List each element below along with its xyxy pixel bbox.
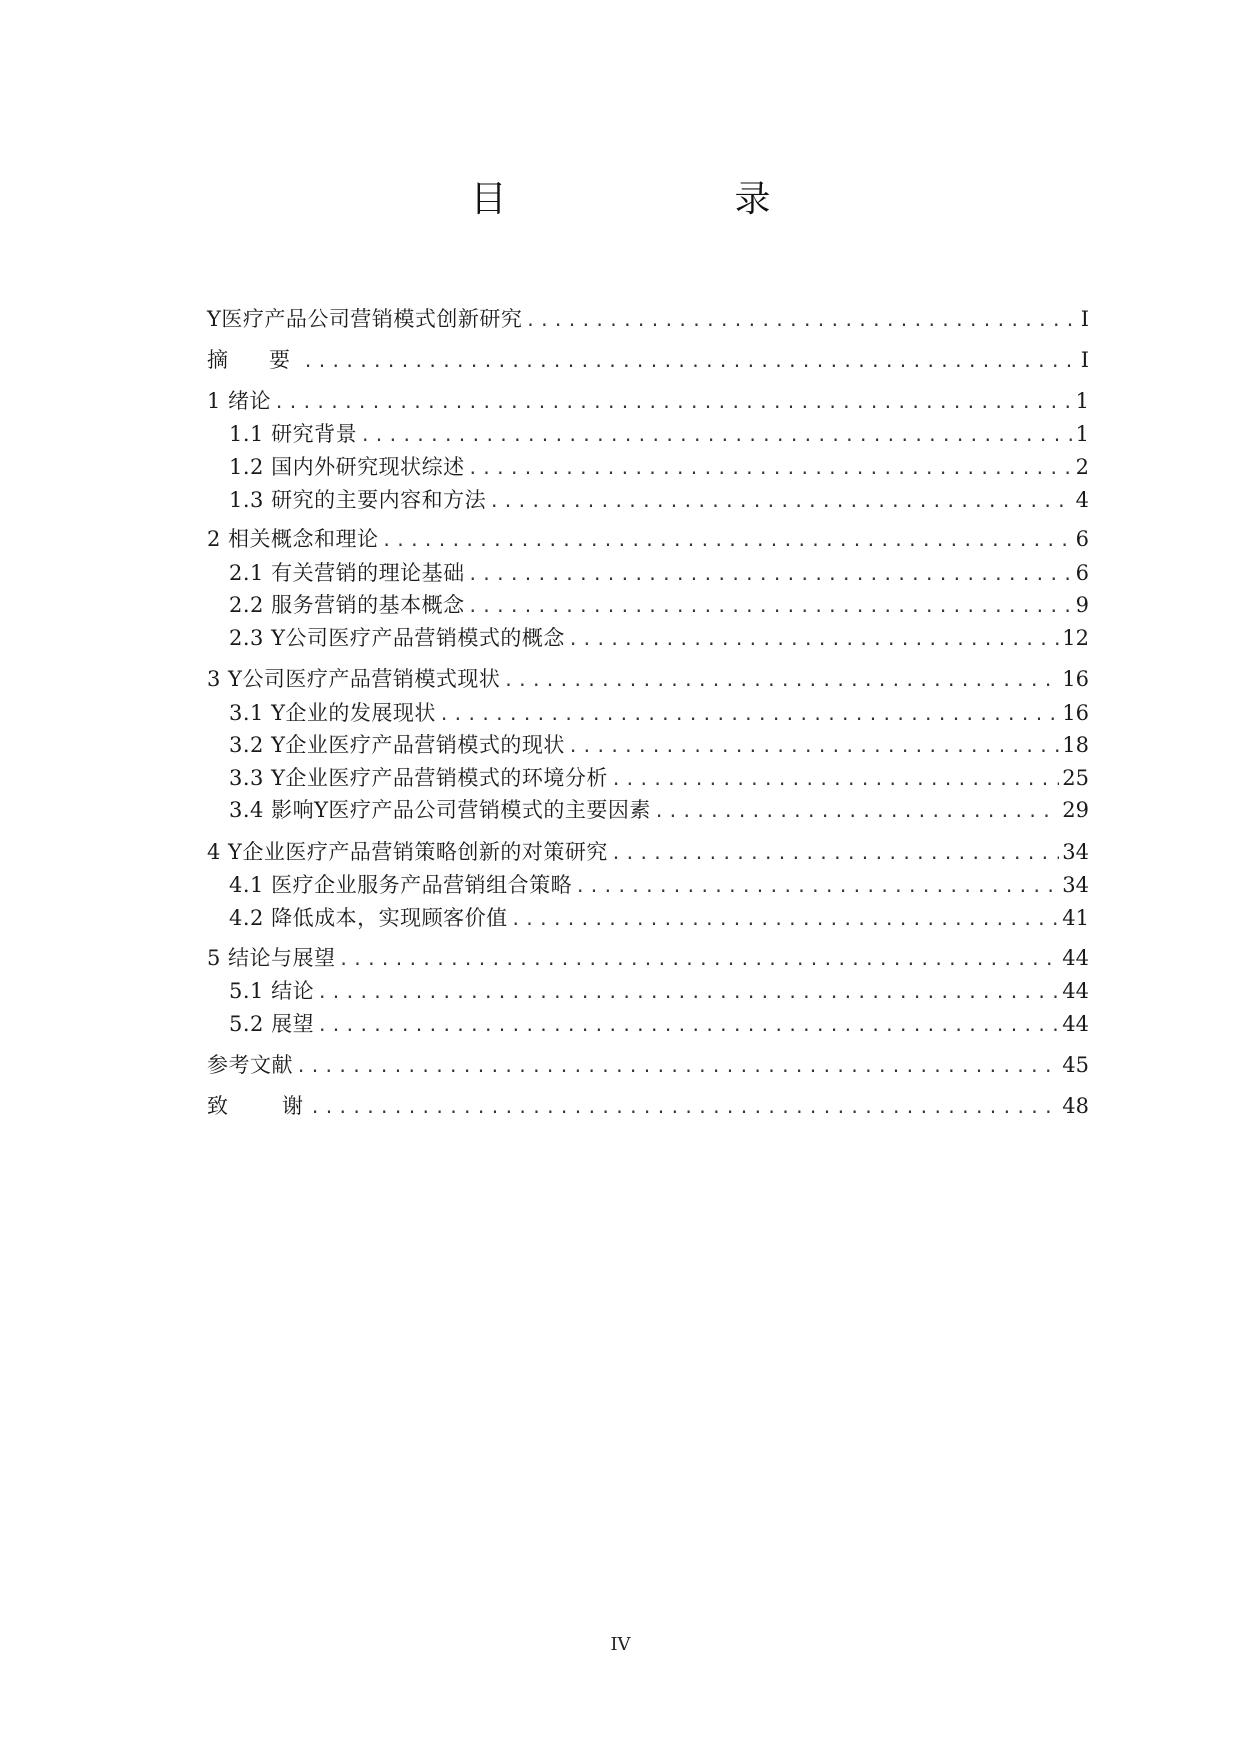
toc-entry-label: 5.2 展望 (229, 1012, 315, 1036)
toc-entry-page: 44 (1062, 979, 1089, 1003)
toc-entry-page: 2 (1075, 455, 1089, 479)
toc-entry[interactable] (229, 905, 1089, 931)
dot-leader (489, 489, 1073, 515)
toc-entry-label: 1.2 国内外研究现状综述 (229, 455, 465, 479)
toc-entry[interactable] (207, 839, 1089, 865)
toc-entry[interactable] (207, 945, 1089, 971)
toc-entry[interactable] (229, 978, 1089, 1004)
toc-entry[interactable] (229, 454, 1089, 480)
toc-entry[interactable] (229, 487, 1089, 513)
dot-leader (303, 349, 1078, 375)
toc-entry[interactable] (207, 388, 1089, 414)
toc-entry-page: 44 (1062, 1012, 1089, 1036)
toc-entry-page: 6 (1075, 561, 1089, 585)
dot-leader (317, 980, 1059, 1006)
toc-entry-label: 2.1 有关营销的理论基础 (229, 561, 465, 585)
dot-leader (468, 562, 1073, 588)
dot-leader (274, 390, 1073, 416)
toc-entry-label: 致 谢 (207, 1094, 307, 1118)
toc-entry[interactable] (229, 592, 1089, 618)
toc-entry-page: 16 (1062, 667, 1089, 691)
toc-entry-page: 1 (1075, 422, 1089, 446)
toc-entry-page: I (1080, 348, 1089, 372)
toc-entry-page: 45 (1062, 1053, 1089, 1077)
toc-entry[interactable] (229, 625, 1089, 651)
dot-leader (511, 907, 1060, 933)
dot-leader (439, 702, 1059, 728)
page-title: 目 录 (470, 179, 823, 220)
toc-entry-page: 29 (1062, 798, 1089, 822)
toc-entry-page: 4 (1075, 488, 1089, 512)
toc-entry-page: 9 (1075, 593, 1089, 617)
dot-leader (317, 1013, 1059, 1039)
toc-entry-label: 5 结论与展望 (207, 946, 336, 970)
dot-leader (654, 799, 1059, 825)
toc-entry[interactable] (207, 1093, 1089, 1119)
toc-entry-label: 2 相关概念和理论 (207, 527, 379, 551)
toc-entry-label: 4 Y企业医疗产品营销策略创新的对策研究 (207, 840, 608, 864)
toc-entry[interactable] (207, 666, 1089, 692)
dot-leader (296, 1054, 1059, 1080)
toc-entry-page: 48 (1062, 1094, 1089, 1118)
toc-entry-label: 5.1 结论 (229, 979, 315, 1003)
toc-entry-label: 2.2 服务营销的基本概念 (229, 593, 465, 617)
toc-entry-page: 16 (1062, 701, 1089, 725)
toc-entry-page: 34 (1062, 840, 1089, 864)
toc-entry-page: 1 (1075, 389, 1089, 413)
dot-leader (339, 947, 1060, 973)
dot-leader (525, 308, 1077, 334)
dot-leader (468, 456, 1073, 482)
toc-entry[interactable] (207, 306, 1089, 332)
toc-entry-label: 4.2 降低成本，实现顾客价值 (229, 906, 508, 930)
toc-entry[interactable] (229, 560, 1089, 586)
dot-leader (503, 668, 1059, 694)
toc-entry-page: 6 (1075, 527, 1089, 551)
page-number: IV (610, 1634, 631, 1655)
toc-entry-label: 1 绪论 (207, 389, 272, 413)
dot-leader (468, 594, 1073, 620)
toc-entry-label: 3.2 Y企业医疗产品营销模式的现状 (229, 733, 565, 757)
toc-entry-label: 参考文献 (207, 1053, 293, 1077)
dot-leader (360, 423, 1073, 449)
dot-leader (568, 627, 1059, 653)
dot-leader (611, 841, 1059, 867)
toc-entry[interactable] (207, 1052, 1089, 1078)
toc-entry-label: 3 Y公司医疗产品营销模式现状 (207, 667, 501, 691)
toc-entry-label: Y医疗产品公司营销模式创新研究 (207, 307, 523, 331)
toc-entry[interactable] (229, 700, 1089, 726)
toc-entry-page: 25 (1062, 766, 1089, 790)
toc-entry-page: 12 (1062, 626, 1089, 650)
toc-entry[interactable] (229, 1011, 1089, 1037)
toc-entry-label: 3.3 Y企业医疗产品营销模式的环境分析 (229, 766, 608, 790)
dot-leader (382, 528, 1073, 554)
toc-entry-label: 4.1 医疗企业服务产品营销组合策略 (229, 873, 573, 897)
dot-leader (568, 734, 1059, 760)
toc-entry-label: 摘 要 (207, 348, 300, 372)
toc-entry[interactable] (207, 347, 1089, 373)
toc-entry-label: 3.1 Y企业的发展现状 (229, 701, 436, 725)
toc-entry-page: 41 (1062, 906, 1089, 930)
toc-entry-page: I (1080, 307, 1089, 331)
toc-entry[interactable] (229, 732, 1089, 758)
toc-entry-label: 2.3 Y公司医疗产品营销模式的概念 (229, 626, 565, 650)
dot-leader (575, 874, 1059, 900)
toc-entry-label: 3.4 影响Y医疗产品公司营销模式的主要因素 (229, 798, 651, 822)
toc-entry[interactable] (229, 421, 1089, 447)
dot-leader (611, 767, 1059, 793)
toc-entry-page: 34 (1062, 873, 1089, 897)
toc-entry[interactable] (229, 797, 1089, 823)
toc-entry-page: 18 (1062, 733, 1089, 757)
toc-entry-label: 1.3 研究的主要内容和方法 (229, 488, 487, 512)
toc-entry[interactable] (229, 765, 1089, 791)
toc-entry-page: 44 (1062, 946, 1089, 970)
toc-entry[interactable] (229, 872, 1089, 898)
toc-entry-label: 1.1 研究背景 (229, 422, 358, 446)
dot-leader (310, 1095, 1059, 1121)
toc-entry[interactable] (207, 526, 1089, 552)
